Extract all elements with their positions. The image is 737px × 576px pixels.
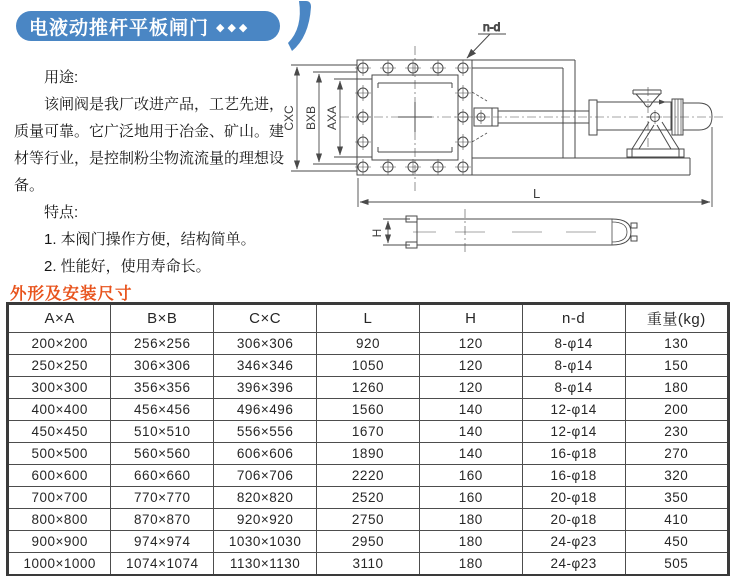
cxc-label: CXC <box>282 105 296 131</box>
actuator-assembly <box>474 90 712 157</box>
table-cell: 180 <box>419 553 522 576</box>
table-cell: 120 <box>419 333 522 355</box>
table-cell: 306×306 <box>111 355 214 377</box>
table-cell: 306×306 <box>214 333 317 355</box>
table-header-cell: L <box>317 304 420 333</box>
table-cell: 660×660 <box>111 465 214 487</box>
table-cell: 900×900 <box>8 531 111 553</box>
table-cell: 800×800 <box>8 509 111 531</box>
table-cell: 3110 <box>317 553 420 576</box>
table-cell: 410 <box>625 509 728 531</box>
table-row <box>8 399 728 421</box>
table-cell: 1260 <box>317 377 420 399</box>
table-cell: 450 <box>625 531 728 553</box>
diamond-icons: ◆◆◆ <box>216 21 251 34</box>
table-cell: 230 <box>625 421 728 443</box>
table-cell: 400×400 <box>8 399 111 421</box>
table-cell: 820×820 <box>214 487 317 509</box>
table-cell: 270 <box>625 443 728 465</box>
height-label: H <box>370 228 384 238</box>
table-header-row <box>8 304 728 333</box>
table-cell: 510×510 <box>111 421 214 443</box>
axa-label: AXA <box>325 105 339 131</box>
table-cell: 1000×1000 <box>8 553 111 576</box>
table-cell: 140 <box>419 421 522 443</box>
table-cell: 1560 <box>317 399 420 421</box>
table-cell: 200×200 <box>8 333 111 355</box>
table-cell: 24-φ23 <box>522 531 625 553</box>
table-row <box>8 443 728 465</box>
table-cell: 350 <box>625 487 728 509</box>
table-cell: 920 <box>317 333 420 355</box>
table-row <box>8 553 728 576</box>
table-cell: 160 <box>419 465 522 487</box>
table-cell: 2750 <box>317 509 420 531</box>
table-cell: 770×770 <box>111 487 214 509</box>
table-cell: 2220 <box>317 465 420 487</box>
table-header-cell: H <box>419 304 522 333</box>
table-cell: 505 <box>625 553 728 576</box>
intro-text-block <box>14 64 288 280</box>
table-row <box>8 377 728 399</box>
usage-paragraph: 该闸阀是我厂改进产品，工艺先进，质量可靠。它广泛地用于冶金、矿山。建材等行业，是控制粉尘物流流量的理想设备。 <box>14 96 285 194</box>
table-cell: 180 <box>419 531 522 553</box>
table-row <box>8 509 728 531</box>
table-cell: 8-φ14 <box>522 377 625 399</box>
table-header-cell: n-d <box>522 304 625 333</box>
table-cell: 560×560 <box>111 443 214 465</box>
table-cell: 180 <box>625 377 728 399</box>
table-cell: 130 <box>625 333 728 355</box>
feature-item: 1. 本阀门操作方便，结构简单。 <box>44 231 256 248</box>
table-cell: 500×500 <box>8 443 111 465</box>
table-cell: 1050 <box>317 355 420 377</box>
table-cell: 1030×1030 <box>214 531 317 553</box>
table-cell: 140 <box>419 443 522 465</box>
table-cell: 120 <box>419 377 522 399</box>
table-cell: 600×600 <box>8 465 111 487</box>
table-cell: 8-φ14 <box>522 355 625 377</box>
table-cell: 450×450 <box>8 421 111 443</box>
height-dimension <box>370 219 410 245</box>
table-row <box>8 531 728 553</box>
table-header-cell: C×C <box>214 304 317 333</box>
table-cell: 256×256 <box>111 333 214 355</box>
table-cell: 24-φ23 <box>522 553 625 576</box>
nd-dimension <box>467 20 506 58</box>
table-cell: 140 <box>419 399 522 421</box>
table-row <box>8 487 728 509</box>
table-header-cell: B×B <box>111 304 214 333</box>
table-row <box>8 465 728 487</box>
bxb-label: BXB <box>304 105 318 131</box>
table-cell: 456×456 <box>111 399 214 421</box>
table-row <box>8 355 728 377</box>
table-cell: 160 <box>419 487 522 509</box>
table-cell: 920×920 <box>214 509 317 531</box>
table-cell: 606×606 <box>214 443 317 465</box>
length-label: L <box>533 186 541 201</box>
table-cell: 12-φ14 <box>522 399 625 421</box>
page-title: 电液动推杆平板闸门 <box>29 17 210 39</box>
table-cell: 16-φ18 <box>522 443 625 465</box>
table-cell: 974×974 <box>111 531 214 553</box>
features-label: 特点: <box>44 204 79 221</box>
feature-item: 2. 性能好，使用寿命长。 <box>44 258 211 275</box>
table-cell: 1074×1074 <box>111 553 214 576</box>
technical-drawing <box>278 14 737 282</box>
table-cell: 1670 <box>317 421 420 443</box>
table-cell: 16-φ18 <box>522 465 625 487</box>
table-cell: 356×356 <box>111 377 214 399</box>
table-cell: 20-φ18 <box>522 487 625 509</box>
usage-label: 用途: <box>44 69 79 86</box>
motor-cap <box>683 103 712 130</box>
table-cell: 496×496 <box>214 399 317 421</box>
table-cell: 250×250 <box>8 355 111 377</box>
dimensions-table-body <box>8 333 728 576</box>
frame-outline <box>472 60 690 175</box>
table-cell: 706×706 <box>214 465 317 487</box>
table-cell: 150 <box>625 355 728 377</box>
table-cell: 1890 <box>317 443 420 465</box>
table-header-cell: 重量(kg) <box>625 304 728 333</box>
section-title: 外形及安装尺寸 <box>10 285 133 303</box>
table-cell: 1130×1130 <box>214 553 317 576</box>
table-cell: 700×700 <box>8 487 111 509</box>
table-header-cell: A×A <box>8 304 111 333</box>
table-row <box>8 421 728 443</box>
page-banner <box>16 11 280 41</box>
oil-cup-rim <box>633 90 661 94</box>
table-cell: 2950 <box>317 531 420 553</box>
table-cell: 8-φ14 <box>522 333 625 355</box>
table-cell: 20-φ18 <box>522 509 625 531</box>
table-row <box>8 333 728 355</box>
table-cell: 12-φ14 <box>522 421 625 443</box>
table-cell: 200 <box>625 399 728 421</box>
table-cell: 870×870 <box>111 509 214 531</box>
dimensions-table <box>7 303 729 576</box>
table-cell: 120 <box>419 355 522 377</box>
table-cell: 320 <box>625 465 728 487</box>
table-cell: 180 <box>419 509 522 531</box>
table-cell: 346×346 <box>214 355 317 377</box>
gate-plate-side-view <box>406 216 637 248</box>
table-cell: 396×396 <box>214 377 317 399</box>
table-cell: 300×300 <box>8 377 111 399</box>
nd-label: n-d <box>483 20 501 34</box>
table-cell: 556×556 <box>214 421 317 443</box>
table-cell: 2520 <box>317 487 420 509</box>
